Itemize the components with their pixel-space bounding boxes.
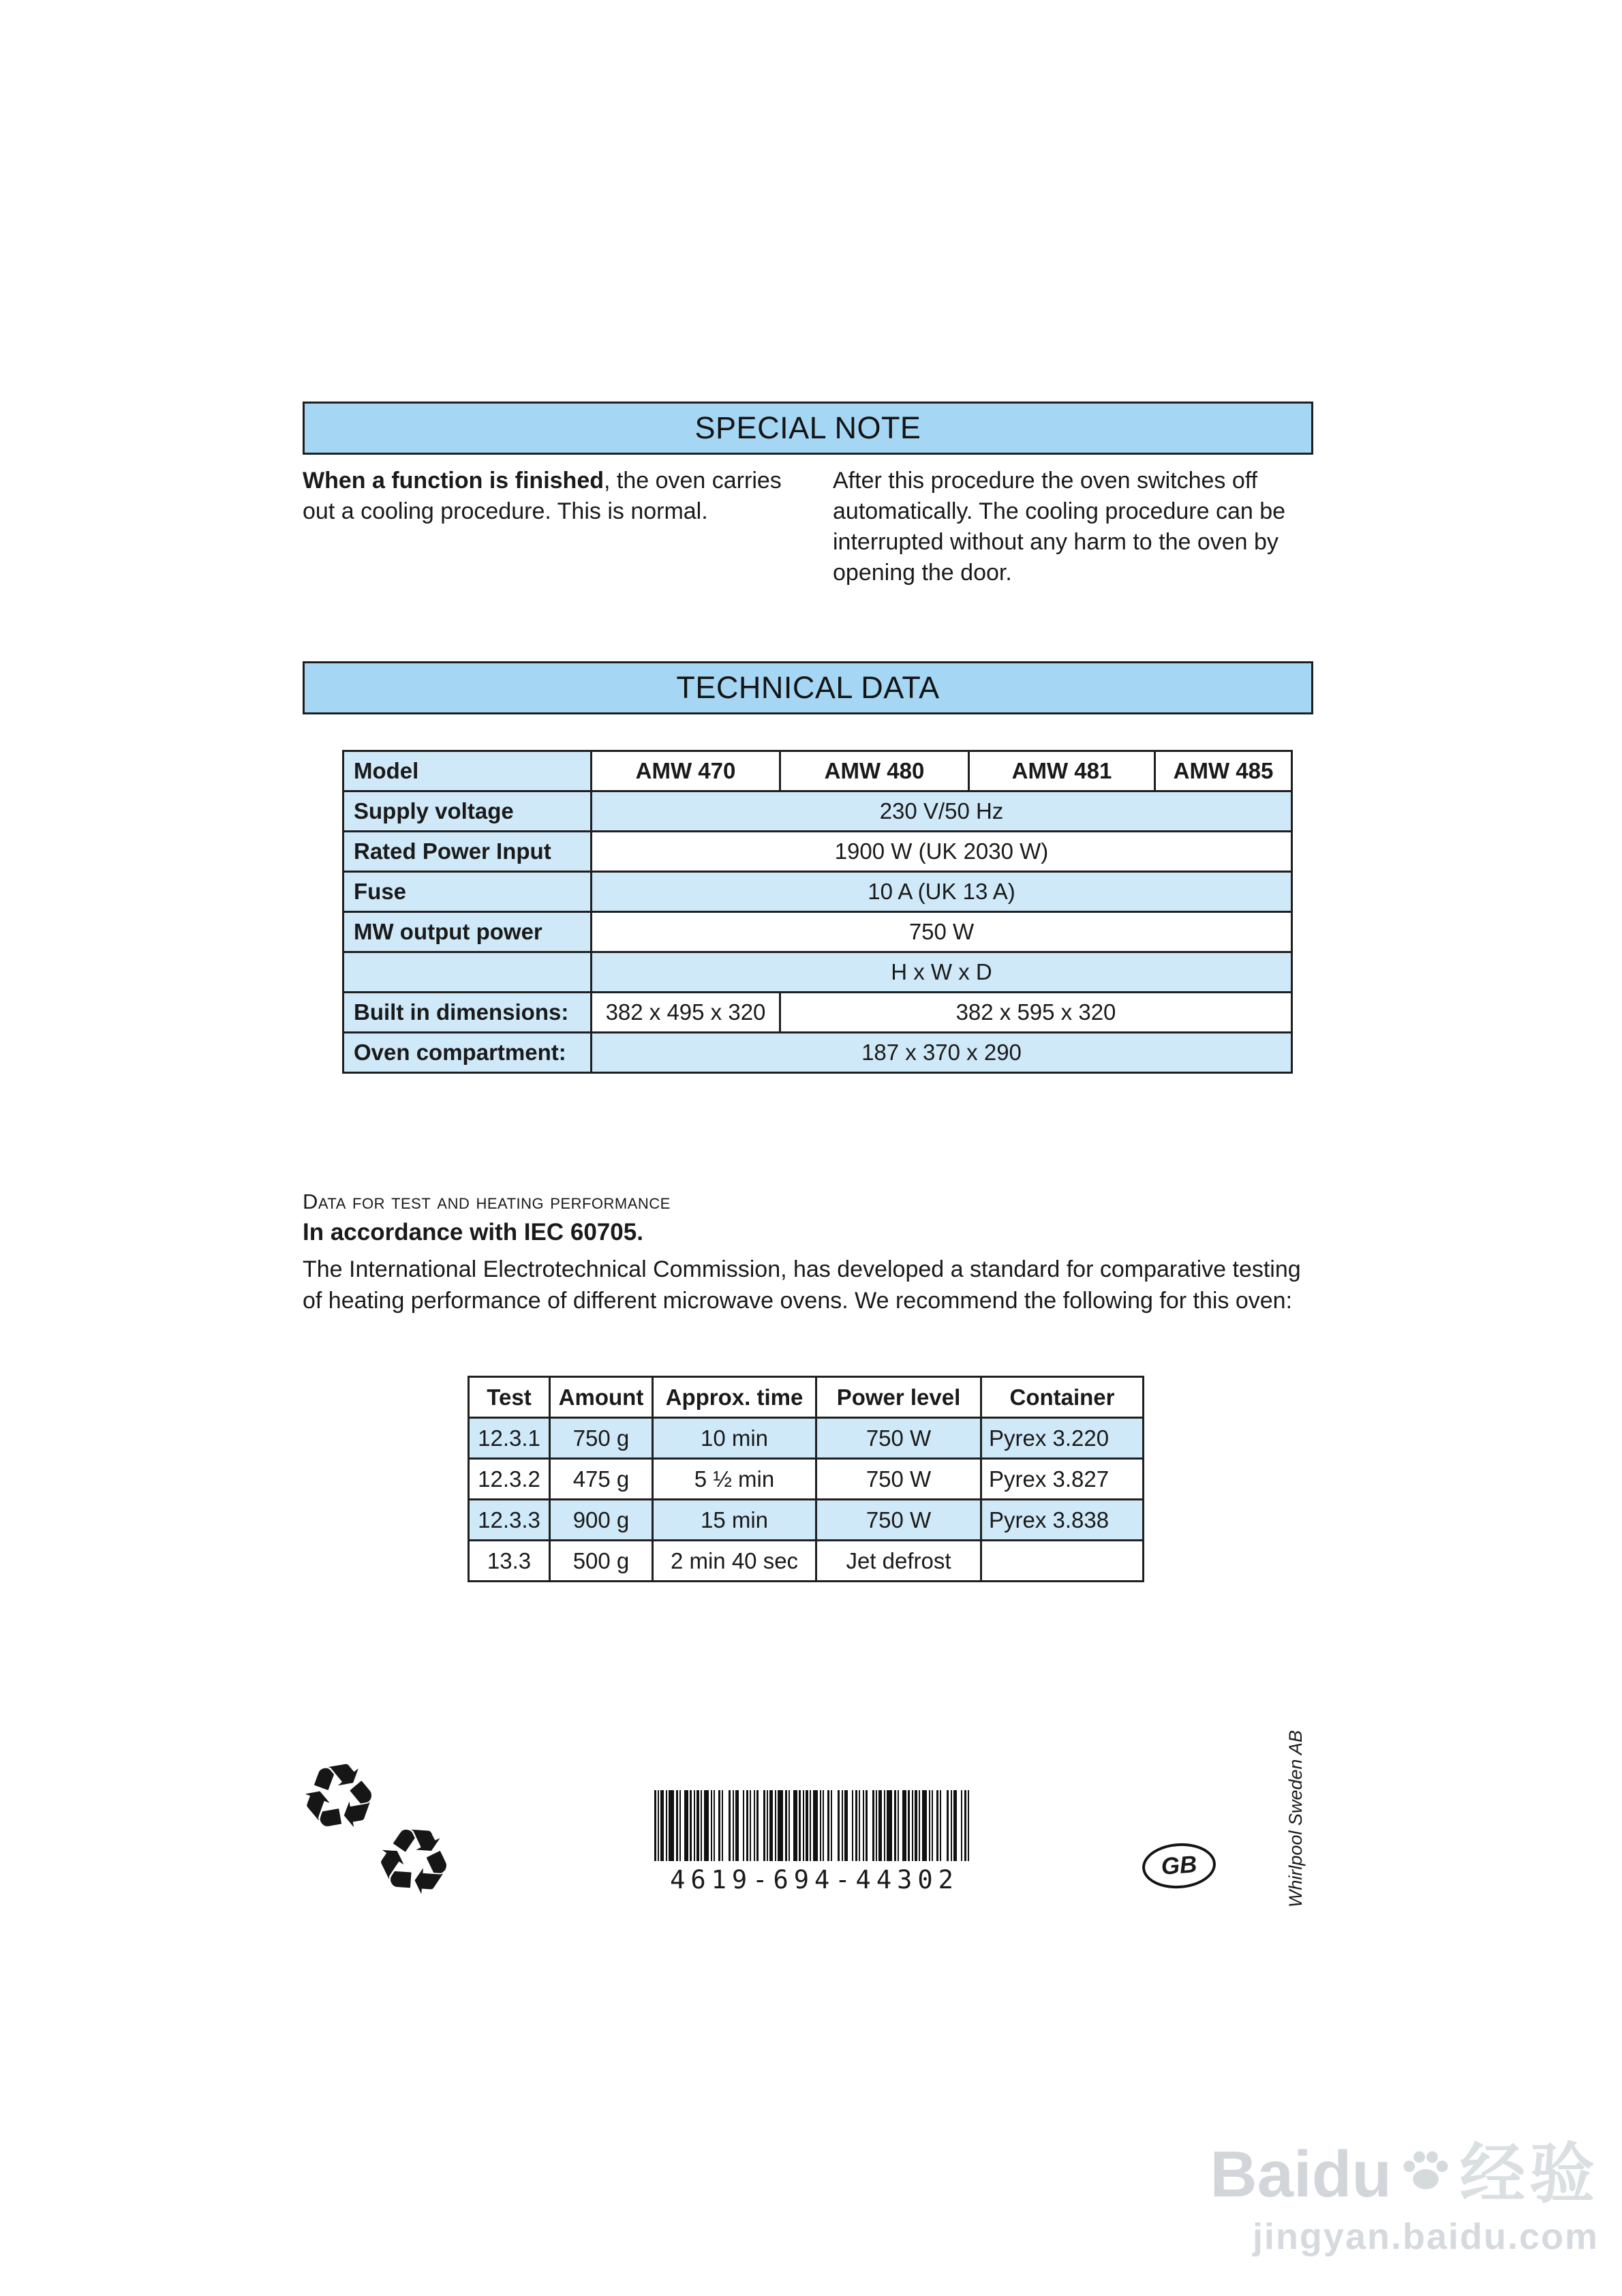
iec-paragraph: The International Electrotechnical Commission, has developed a standard for comparative testing of heating performance of different microwave ovens. We recommend the following for this oven: <box>303 1256 1301 1314</box>
table-cell: 12.3.2 <box>469 1459 550 1500</box>
table-cell: 12.3.1 <box>469 1418 550 1459</box>
table-cell: 1900 W (UK 2030 W) <box>592 832 1292 872</box>
row-label-mw-output: MW output power <box>343 912 592 952</box>
row-label-supply-voltage: Supply voltage <box>343 791 592 832</box>
table-row <box>469 1459 1144 1500</box>
table-row <box>343 952 1292 993</box>
table-row <box>343 993 1292 1033</box>
note-left-text: , the oven carries out a cooling procedure. This is normal. <box>303 468 782 524</box>
column-header-model: AMW 485 <box>1155 751 1292 791</box>
note-right-text: After this procedure the oven switches off automatically. The cooling procedure can be interrupted without any harm to the oven by opening the door. <box>833 468 1286 586</box>
table-cell: 500 g <box>550 1541 653 1582</box>
table-cell: 750 g <box>550 1418 653 1459</box>
note-bold-lead: When a function is finished <box>303 468 604 494</box>
table-cell: H x W x D <box>592 952 1292 993</box>
column-header: Container <box>981 1377 1144 1418</box>
table-row <box>343 751 1292 791</box>
table-cell: 10 min <box>653 1418 816 1459</box>
table-cell: Jet defrost <box>816 1541 981 1582</box>
test-section-caption: Data for test and heating performance <box>303 1190 671 1213</box>
row-label-empty <box>343 952 592 993</box>
row-label-rated-power: Rated Power Input <box>343 832 592 872</box>
technical-data-title: TECHNICAL DATA <box>676 670 940 705</box>
row-label-fuse: Fuse <box>343 872 592 912</box>
column-header-model: AMW 481 <box>969 751 1155 791</box>
table-cell: 13.3 <box>469 1541 550 1582</box>
table-cell: 900 g <box>550 1500 653 1541</box>
country-badge-gb: GB <box>1141 1841 1217 1890</box>
special-note-banner <box>303 402 1313 455</box>
watermark-brand-latin: Baidu <box>1210 2138 1392 2211</box>
table-row <box>469 1500 1144 1541</box>
publisher-vertical-text: Whirlpool Sweden AB <box>1285 1729 1306 1908</box>
row-label-oven-compartment: Oven compartment: <box>343 1033 592 1073</box>
table-cell: Pyrex 3.220 <box>981 1418 1144 1459</box>
table-cell: 187 x 370 x 290 <box>592 1033 1292 1073</box>
table-cell: 750 W <box>592 912 1292 952</box>
table-cell: 382 x 495 x 320 <box>592 993 780 1033</box>
table-cell: 230 V/50 Hz <box>592 791 1292 832</box>
watermark-brand-chinese: 经验 <box>1460 2138 1599 2211</box>
iec-heading: In accordance with IEC 60705. <box>303 1219 643 1245</box>
baidu-watermark <box>1210 2138 1599 2258</box>
table-row <box>343 791 1292 832</box>
column-header: Amount <box>550 1377 653 1418</box>
row-label-model: Model <box>343 751 592 791</box>
recycle-icon: ♻ <box>370 1809 458 1915</box>
table-cell: 12.3.3 <box>469 1500 550 1541</box>
table-cell: Pyrex 3.838 <box>981 1500 1144 1541</box>
table-header-row <box>469 1377 1144 1418</box>
test-performance-table <box>468 1376 1144 1582</box>
table-cell <box>981 1541 1144 1582</box>
table-row <box>469 1418 1144 1459</box>
watermark-brand-line <box>1210 2138 1599 2211</box>
table-cell: 2 min 40 sec <box>653 1541 816 1582</box>
table-row <box>343 872 1292 912</box>
special-note-title: SPECIAL NOTE <box>694 410 921 445</box>
table-cell: 15 min <box>653 1500 816 1541</box>
row-label-built-in: Built in dimensions: <box>343 993 592 1033</box>
watermark-url: jingyan.baidu.com <box>1252 2216 1599 2257</box>
column-header: Test <box>469 1377 550 1418</box>
special-note-right-column <box>833 466 1326 588</box>
column-header: Power level <box>816 1377 981 1418</box>
recycle-icon: ♻ <box>290 1741 388 1855</box>
column-header: Approx. time <box>653 1377 816 1418</box>
table-row <box>469 1541 1144 1582</box>
table-cell: 475 g <box>550 1459 653 1500</box>
column-header-model: AMW 480 <box>780 751 969 791</box>
table-row <box>343 832 1292 872</box>
barcode-number: 4619-694-44302 <box>670 1865 959 1894</box>
barcode-bars <box>654 1790 972 1861</box>
column-header-model: AMW 470 <box>592 751 780 791</box>
technical-data-banner <box>303 661 1313 714</box>
table-cell: 5 ½ min <box>653 1459 816 1500</box>
table-cell: 750 W <box>816 1500 981 1541</box>
table-cell: 10 A (UK 13 A) <box>592 872 1292 912</box>
table-row <box>343 1033 1292 1073</box>
table-cell: Pyrex 3.827 <box>981 1459 1144 1500</box>
table-cell: 750 W <box>816 1418 981 1459</box>
table-cell: 750 W <box>816 1459 981 1500</box>
special-note-left-column <box>303 466 786 527</box>
paw-print-icon <box>1397 2141 1454 2209</box>
table-row <box>343 912 1292 952</box>
table-cell: 382 x 595 x 320 <box>780 993 1292 1033</box>
technical-data-table <box>342 750 1293 1074</box>
